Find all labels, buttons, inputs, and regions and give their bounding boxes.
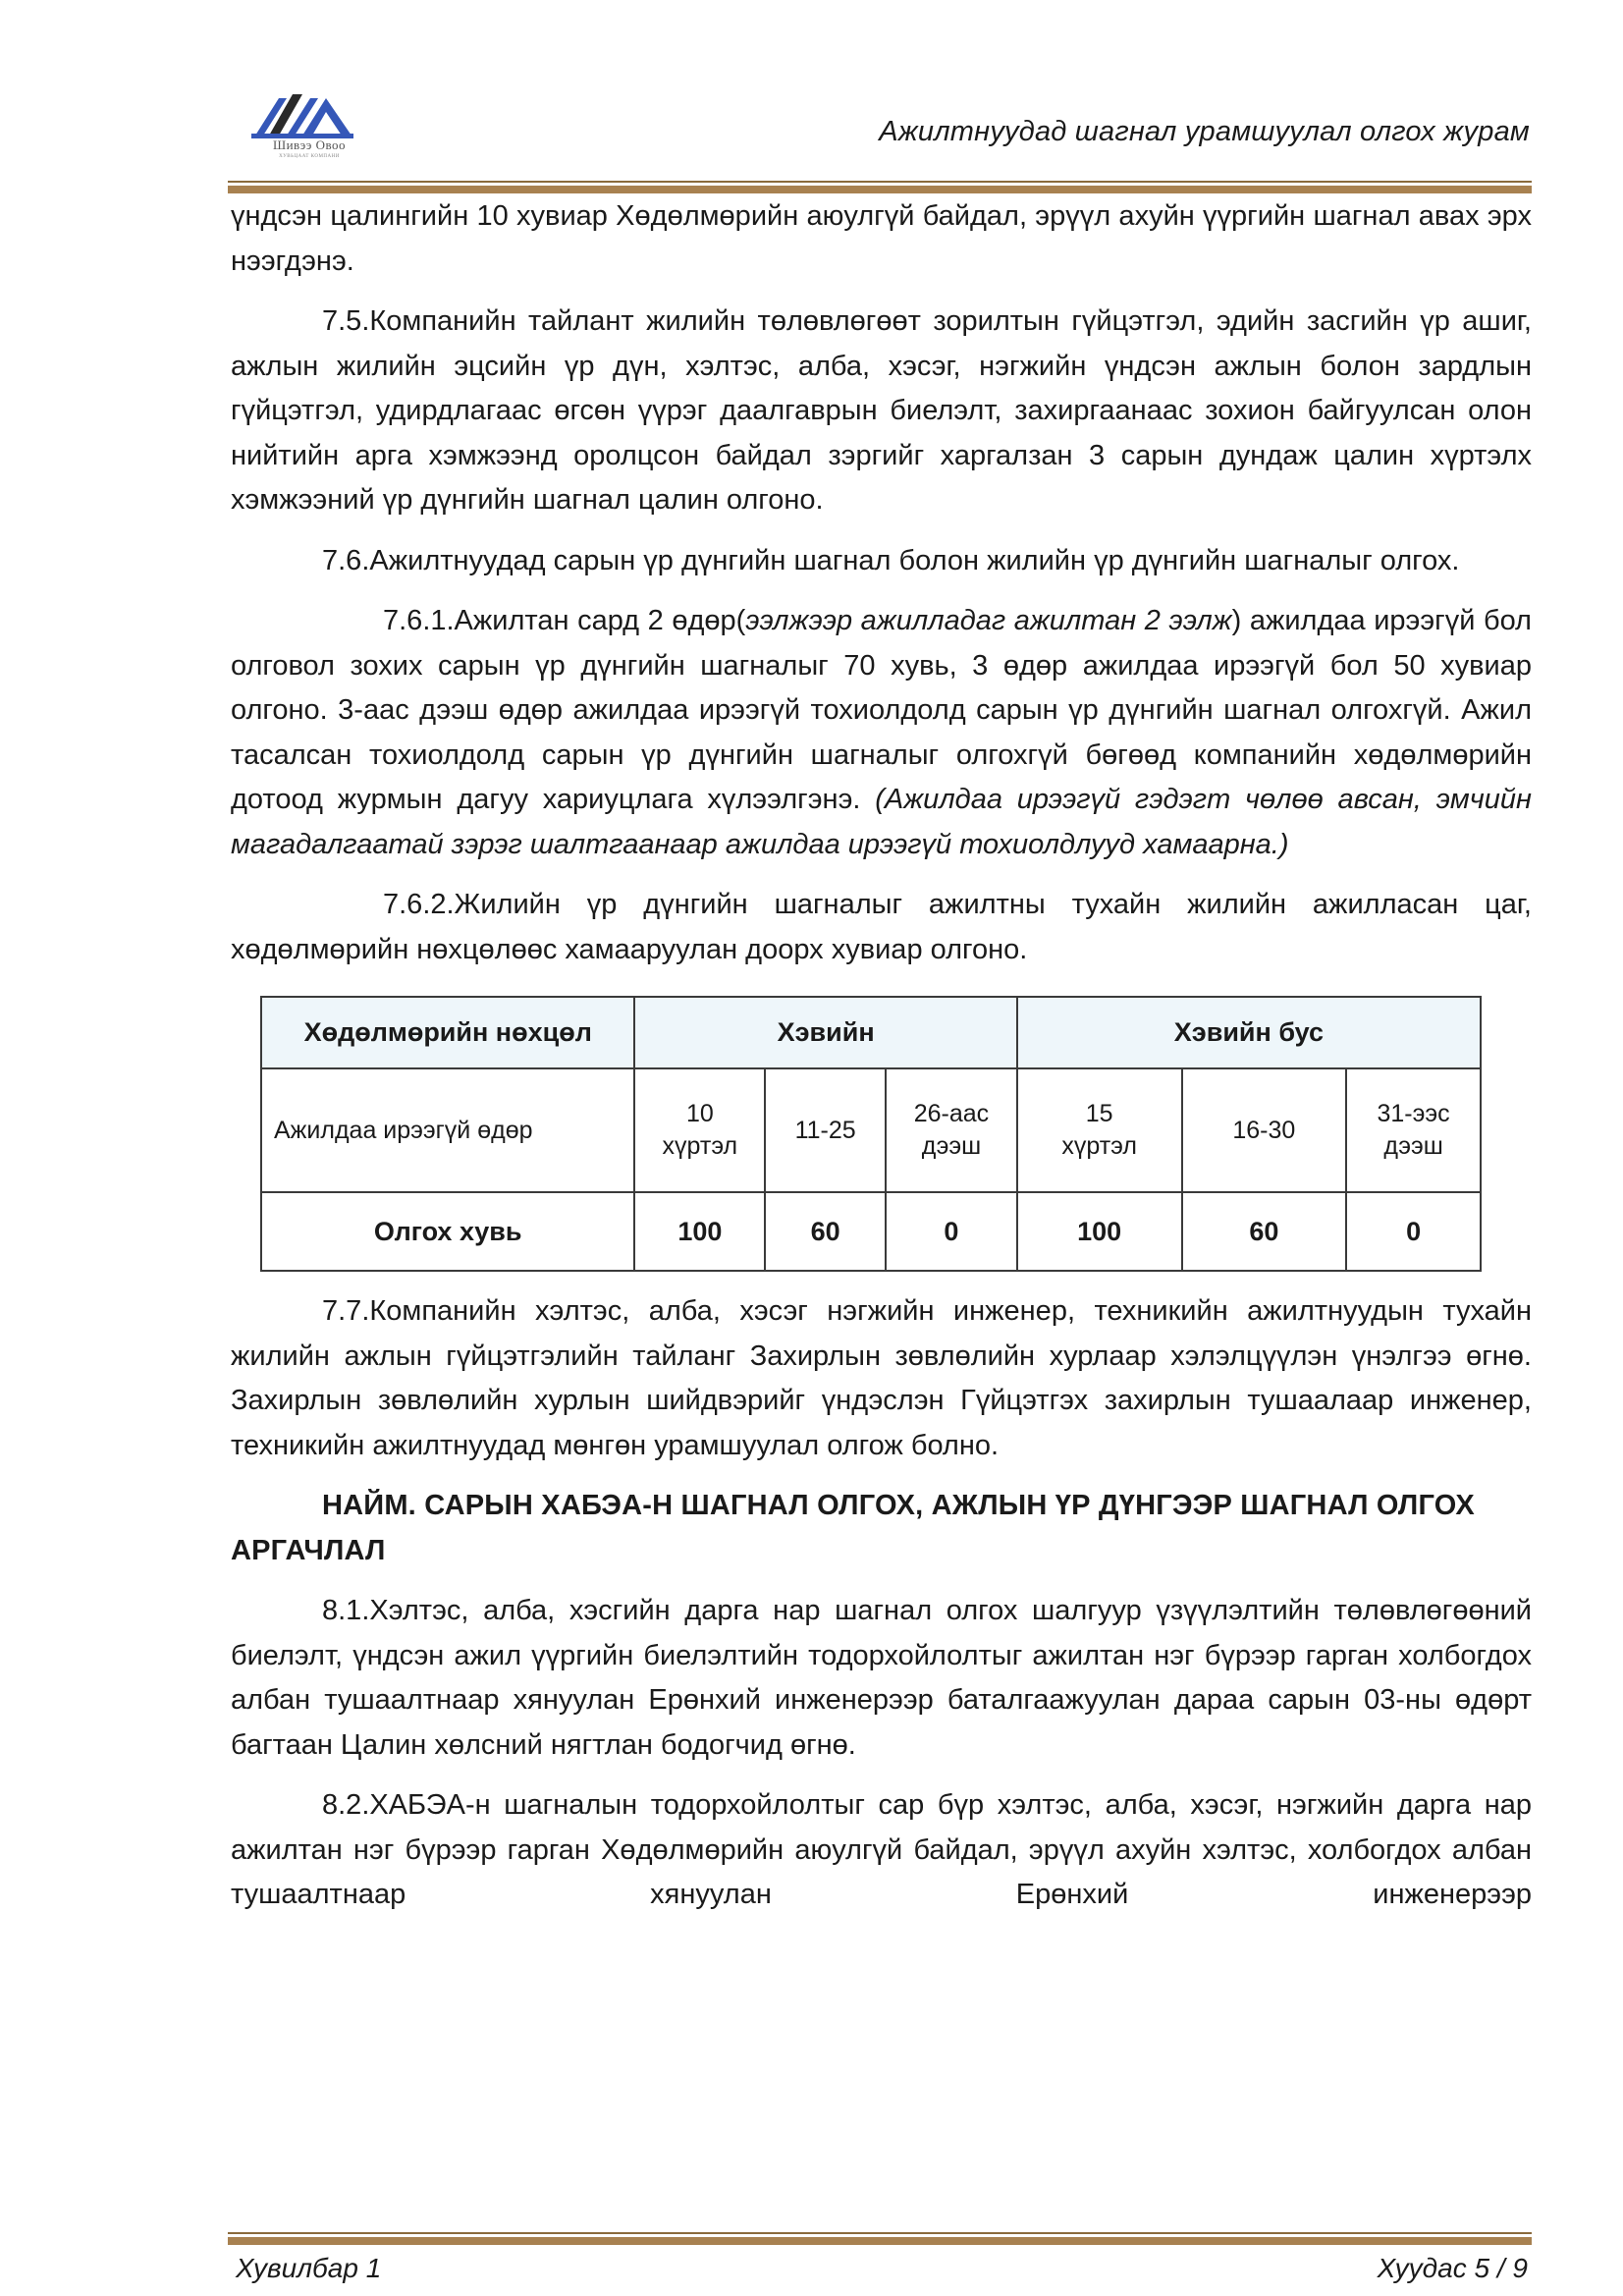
table-cell: 10 хүртэл [634,1068,765,1192]
table-cell: 60 [1182,1192,1347,1271]
row-label-absent-days: Ажилдаа ирээгүй өдөр [261,1068,634,1192]
footer-rule [228,2232,1532,2245]
reward-percentage-table [260,996,1482,1272]
document-title: Ажилтнуудад шагнал урамшуулал олгох журам [879,116,1530,147]
table-cell: 15 хүртэл [1017,1068,1182,1192]
table-cell: 60 [765,1192,886,1271]
table-cell: 31-ээс дээш [1346,1068,1481,1192]
company-logo-icon [243,84,371,183]
table-cell: 26-аас дээш [886,1068,1017,1192]
paragraph-7-5: 7.5.Компанийн тайлант жилийн төлөвлөгөөт зорилтын гүйцэтгэл, эдийн засгийн үр ашиг, ажлын жилийн эцсийн үр дүн, хэлтэс, алба, хэсэг, нэгжийн үндсэн ажлын болон зардлын гүйцэтгэл, удирдлагаас өгсөн үүрэг даалгаврын биелэлт, захиргаанаас зохион байгуулсан олон нийтийн арга хэмжээнд оролцсон байдал зэргийг харгалзан 3 сарын дундаж цалин хүртэлх хэмжээний үр дүнгийн шагнал цалин олгоно. [231,305,1532,516]
logo-name: Шивээ Овоо [272,137,347,152]
paragraph-8-2: 8.2.ХАБЭА-н шагналын тодорхойлолтыг сар бүр хэлтэс, алба, хэсэг, нэгжийн дарга нар ажилтан нэг бүрээр гарган Хөдөлмөрийн аюулгүй байдал, эрүүл ахуйн хэлтэс, холбогдох албан тушаалтнаар хянуулан Ерөнхий инженерээр [231,1789,1532,1910]
paragraph-7-6: 7.6.Ажилтнуудад сарын үр дүнгийн шагнал болон жилийн үр дүнгийн шагналыг олгох. [322,544,1460,576]
table-cell: 100 [634,1192,765,1271]
paragraph-7-6-2: 7.6.2.Жилийн үр дүнгийн шагналыг ажилтны тухайн жилийн ажилласан цаг, хөдөлмөрийн нөхцөлөөс хамааруулан доорх хувиар олгоно. [231,889,1532,965]
section-8-heading: НАЙМ. САРЫН ХАБЭА-Н ШАГНАЛ ОЛГОХ, АЖЛЫН ҮР ДҮНГЭЭР ШАГНАЛ ОЛГОХ АРГАЧЛАЛ [231,1490,1475,1566]
paragraph-7-7: 7.7.Компанийн хэлтэс, алба, хэсэг нэгжийн инженер, техникийн ажилтнуудын тухайн жилийн ажлын гүйцэтгэлийн тайланг Захирлын зөвлөлийн хурлаар хэлэлцүүлэн үнэлгээ өгнө. Захирлын зөвлөлийн хурлын шийдвэрийг үндэслэн Гүйцэтгэх захирлын тушаалаар инженер, техникийн ажилтнуудад мөнгөн урамшуулал олгож болно. [231,1295,1532,1461]
header-normal: Хэвийн [634,997,1016,1068]
document-body [231,194,1532,1918]
paragraph-continuation: үндсэн цалингийн 10 хувиар Хөдөлмөрийн аюулгүй байдал, эрүүл ахуйн үүргийн шагнал авах эрх нээгдэнэ. [231,200,1532,277]
footer-version: Хувилбар 1 [236,2253,382,2283]
header-abnormal: Хэвийн бус [1017,997,1481,1068]
paragraph-7-6-1: 7.6.1.Ажилтан сард 2 өдөр(ээлжээр ажилладаг ажилтан 2 ээлж) ажилдаа ирээгүй бол олговол зохих сарын үр дүнгийн шагналыг 70 хувь, 3 өдөр ажилдаа ирээгүй бол 50 хувиар олгоно. 3-аас дээш өдөр ажилдаа ирээгүй тохиолдолд сарын үр дүнгийн шагнал олгохгүй. Ажил тасалсан тохиолдолд сарын үр дүнгийн шагналыг олгохгүй бөгөөд компанийн хөдөлмөрийн дотоод журмын дагуу хариуцлага хүлээлгэнэ. (Ажилдаа ирээгүй гэдэгт чөлөө авсан, эмчийн магадалгаатай зэрэг шалтгаанаар ажилдаа ирээгүй тохиолдлууд хамаарна.) [231,605,1532,860]
logo-subtitle: ХУВЬЦААТ КОМПАНИ [279,154,340,159]
footer-page-number: Хуудас 5 / 9 [1377,2253,1528,2283]
table-row-absent-days [261,1068,1481,1192]
table-cell: 11-25 [765,1068,886,1192]
header-work-condition: Хөдөлмөрийн нөхцөл [261,997,634,1068]
header-rule [228,181,1532,193]
table-cell: 0 [886,1192,1017,1271]
paragraph-8-1: 8.1.Хэлтэс, алба, хэсгийн дарга нар шагнал олгох шалгуур үзүүлэлтийн төлөвлөгөөний биелэлт, үндсэн ажил үүргийн биелэлтийн тодорхойлолтыг ажилтан нэг бүрээр гарган холбогдох албан тушаалтнаар хянуулан Ерөнхий инженерээр баталгаажуулан дараа сарын 03-ны өдөрт багтаан Цалин хөлсний нягтлан бодогчид өгнө. [231,1595,1532,1761]
table-header-row [261,997,1481,1068]
row-label-percent: Олгох хувь [261,1192,634,1271]
table-cell: 16-30 [1182,1068,1347,1192]
table-row-percent [261,1192,1481,1271]
table-cell: 0 [1346,1192,1481,1271]
table-cell: 100 [1017,1192,1182,1271]
